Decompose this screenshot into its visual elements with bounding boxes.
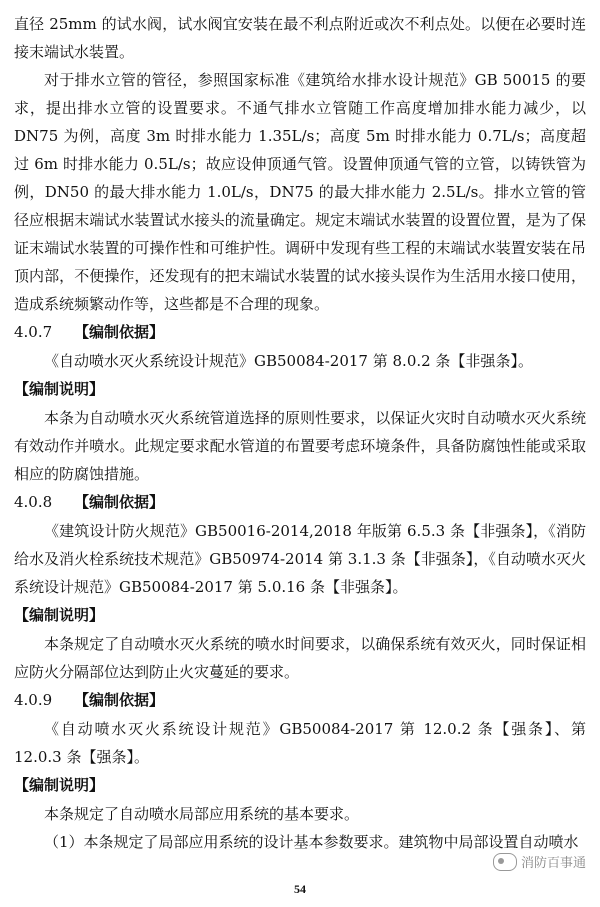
clause-heading	[14, 686, 586, 715]
watermark	[493, 852, 586, 871]
paragraph: 《建筑设计防火规范》GB50016-2014,2018 年版第 6.5.3 条【非强条】，《消防给水及消火栓系统技术规范》GB50974-2014 第 3.1.3 条【非强条】，《自动喷水灭火系统设计规范》GB50084-2017 第 5.0.16 条【非强条】。	[14, 522, 586, 596]
heading-label: 【编制说明】	[14, 776, 105, 794]
paragraph: 直径 25mm 的试水阀，试水阀宜安装在最不利点附近或次不利点处。以便在必要时连接末端试水装置。	[14, 15, 586, 61]
paragraph: 本条为自动喷水灭火系统管道选择的原则性要求，以保证火灾时自动喷水灭火系统有效动作并喷水。此规定要求配水管道的布置要考虑环境条件，具备防腐蚀性能或采取相应的防腐蚀措施。	[14, 409, 586, 483]
paragraph: 对于排水立管的管径，参照国家标准《建筑给水排水设计规范》GB 50015 的要求，提出排水立管的设置要求。不通气排水立管随工作高度增加排水能力减少，以 DN75 为例，高度 3m 时排水能力 1.35L/s；高度 5m 时排水能力 0.7L/s；高度超过 6m 时排水能力 0.5L/s；故应设伸顶通气管。设置伸顶通气管的立管，以铸铁管为例，DN50 的最大排水能力 1.0L/s，DN75 的最大排水能力 2.5L/s。排水立管的管径应根据末端试水装置试水接头的流量确定。规定末端试水装置的设置位置，是为了保证末端试水装置的可操作性和可维护性。调研中发现有些工程的末端试水装置安装在吊顶内部，不便操作，还发现有的把末端试水装置的试水接头误作为生活用水接口使用，造成系统频繁动作等，这些都是不合理的现象。	[14, 71, 586, 313]
clause-number: 4.0.7	[14, 323, 53, 341]
paragraph: （1）本条规定了局部应用系统的设计基本参数要求。建筑物中局部设置自动喷水	[44, 833, 579, 851]
clause-number: 4.0.9	[14, 691, 53, 709]
page-number: 54	[294, 882, 306, 896]
paragraph: 《自动喷水灭火系统设计规范》GB50084-2017 第 12.0.2 条【强条】、第 12.0.3 条【强条】。	[14, 720, 586, 766]
paragraph: 本条规定了自动喷水局部应用系统的基本要求。	[44, 805, 360, 823]
section-heading	[14, 601, 586, 630]
paragraph: 本条规定了自动喷水灭火系统的喷水时间要求，以确保系统有效灭火，同时保证相应防火分隔部位达到防止火灾蔓延的要求。	[14, 635, 586, 681]
clause-heading	[14, 488, 586, 517]
wechat-icon	[493, 853, 517, 871]
clause-number: 4.0.8	[14, 493, 53, 511]
paragraph: 《自动喷水灭火系统设计规范》GB50084-2017 第 8.0.2 条【非强条】。	[44, 352, 533, 370]
heading-label: 【编制依据】	[74, 691, 165, 709]
document-body	[14, 10, 586, 856]
section-heading	[14, 375, 586, 404]
heading-label: 【编制说明】	[14, 380, 105, 398]
clause-heading	[14, 318, 586, 347]
section-heading	[14, 771, 586, 800]
heading-label: 【编制依据】	[74, 493, 165, 511]
heading-label: 【编制说明】	[14, 606, 105, 624]
heading-label: 【编制依据】	[74, 323, 165, 341]
watermark-text: 消防百事通	[520, 856, 586, 871]
